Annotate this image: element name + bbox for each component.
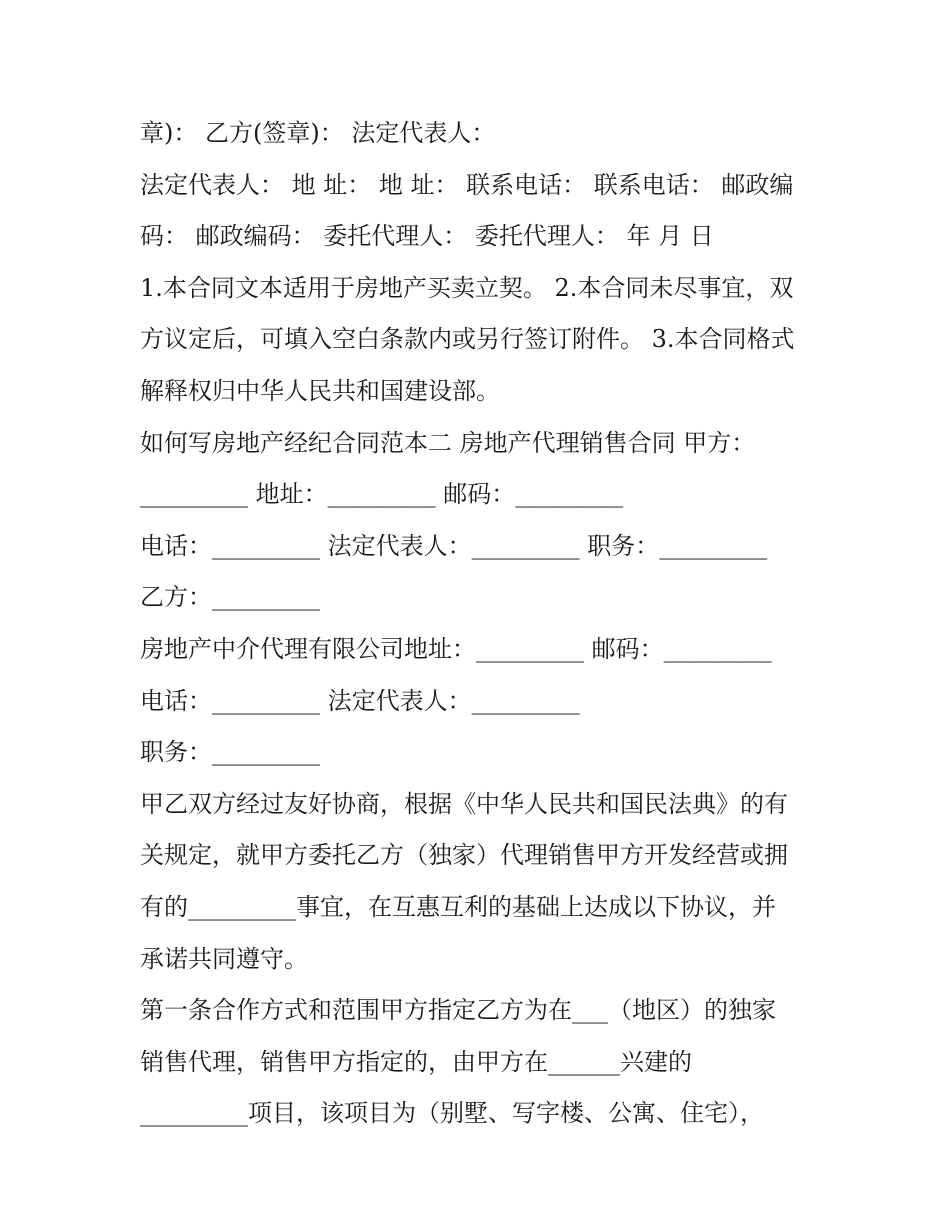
document-body: [140, 108, 820, 1140]
text-line-8: _________ 地址：_________ 邮码：_________: [140, 480, 624, 509]
text-line-16: 有的_________事宜，在互惠互利的基础上达成以下协议，并: [140, 892, 776, 921]
text-line-9: 电话：_________ 法定代表人：_________ 职务：_________: [140, 531, 768, 560]
text-line-5: 方议定后，可填入空白条款内或另行签订附件。 3.本合同格式: [140, 325, 795, 354]
text-line-7: 如何写房地产经纪合同范本二 房地产代理销售合同 甲方：: [140, 428, 756, 457]
text-line-4: 1.本合同文本适用于房地产买卖立契。 2.本合同未尽事宜，双: [140, 273, 794, 302]
text-line-17: 承诺共同遵守。: [140, 944, 308, 973]
text-line-3: 码： 邮政编码： 委托代理人： 委托代理人： 年 月 日: [140, 222, 714, 251]
text-line-13: 职务：_________: [140, 738, 320, 767]
text-line-12: 电话：_________ 法定代表人：_________: [140, 686, 580, 715]
text-line-19: 销售代理，销售甲方指定的，由甲方在______兴建的: [140, 1047, 692, 1076]
text-line-20: _________项目，该项目为（别墅、写字楼、公寓、住宅），: [140, 1099, 764, 1128]
text-line-10: 乙方：_________: [140, 583, 320, 612]
text-line-11: 房地产中介代理有限公司地址：_________ 邮码：_________: [140, 634, 772, 663]
text-line-18: 第一条合作方式和范围甲方指定乙方为在___（地区）的独家: [140, 996, 776, 1025]
text-line-14: 甲乙双方经过友好协商，根据《中华人民共和国民法典》的有: [140, 789, 788, 818]
text-line-6: 解释权归中华人民共和国建设部。: [140, 376, 500, 405]
text-line-1: 章)： 乙方(签章)： 法定代表人：: [140, 119, 496, 147]
text-line-2: 法定代表人： 地 址： 地 址： 联系电话： 联系电话： 邮政编: [140, 170, 794, 199]
text-line-15: 关规定，就甲方委托乙方（独家）代理销售甲方开发经营或拥: [140, 841, 788, 870]
